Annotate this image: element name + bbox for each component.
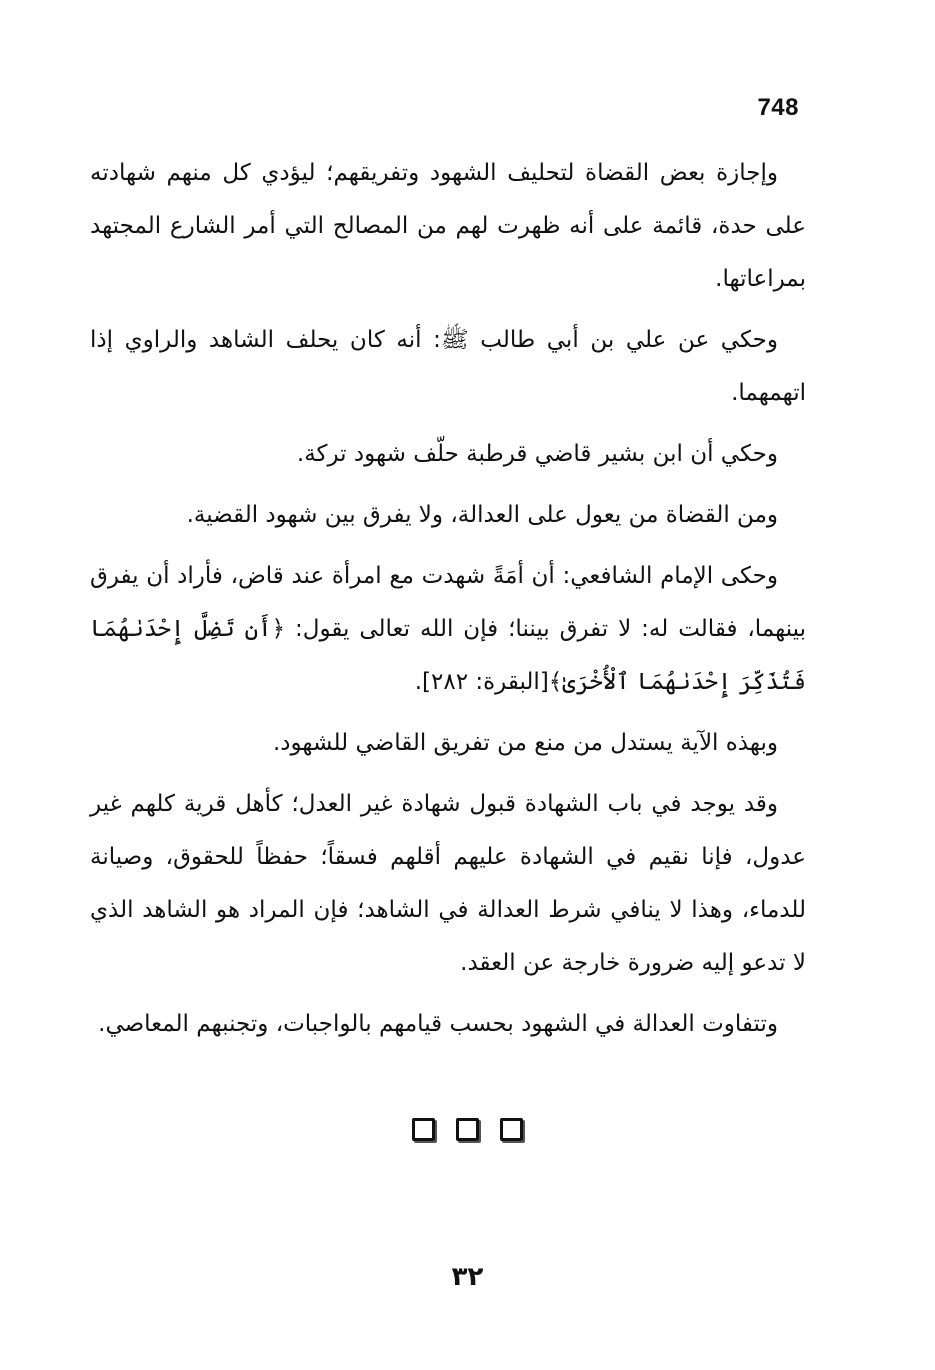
shafii-text: وحكى الإمام الشافعي: أن أمَةً شهدت مع امرأة عند قاض، فأراد أن يفرق بينهما، فقالت له: لا تفرق بيننا؛ فإن الله تعالى يقول:	[90, 563, 806, 642]
page-number-footer: ٣٢	[451, 1262, 484, 1292]
paragraph: وقد يوجد في باب الشهادة قبول شهادة غير العدل؛ كأهل قرية كلهم غير عدول، فإنا نقيم في الشهادة عليهم أقلهم فسقاً؛ حفظاً للحقوق، وصيانة للدماء، وهذا لا ينافي شرط العدالة في الشاهد؛ فإن المراد هو الشاهد الذي لا تدعو إليه ضرورة خارجة عن العقد.	[90, 791, 806, 976]
body-text	[90, 147, 806, 1059]
section-separator	[0, 1118, 935, 1145]
paragraph: وحكي أن ابن بشير قاضي قرطبة حلّف شهود تركة.	[296, 441, 778, 467]
verse-citation: [البقرة: ٢٨٢].	[414, 669, 549, 695]
square-ornament-icon	[456, 1118, 479, 1141]
page-number-header: 748	[757, 94, 799, 121]
paragraph: ومن القضاة من يعول على العدالة، ولا يفرق بين شهود القضية.	[186, 502, 778, 528]
paragraph: وحكي عن علي بن أبي طالب ﷺ: أنه كان يحلف الشاهد والراوي إذا اتهمهما.	[90, 327, 806, 406]
paragraph: وبهذه الآية يستدل من منع من تفريق القاضي للشهود.	[273, 730, 778, 756]
paragraph-shafii	[90, 550, 806, 709]
quran-verse: ﴿أَن تَضِلَّ إِحْدَىٰهُمَا فَتُذَكِّرَ إِحْدَىٰهُمَا ٱلْأُخْرَىٰ﴾	[90, 616, 806, 695]
paragraph: وتتفاوت العدالة في الشهود بحسب قيامهم بالواجبات، وتجنبهم المعاصي.	[98, 1011, 778, 1037]
square-ornament-icon	[412, 1118, 435, 1141]
square-ornament-icon	[500, 1118, 523, 1141]
paragraph: وإجازة بعض القضاة لتحليف الشهود وتفريقهم؛ ليؤدي كل منهم شهادته على حدة، قائمة على أنه ظهرت لهم من المصالح التي أمر الشارع المجتهد بمراعاتها.	[90, 160, 806, 292]
